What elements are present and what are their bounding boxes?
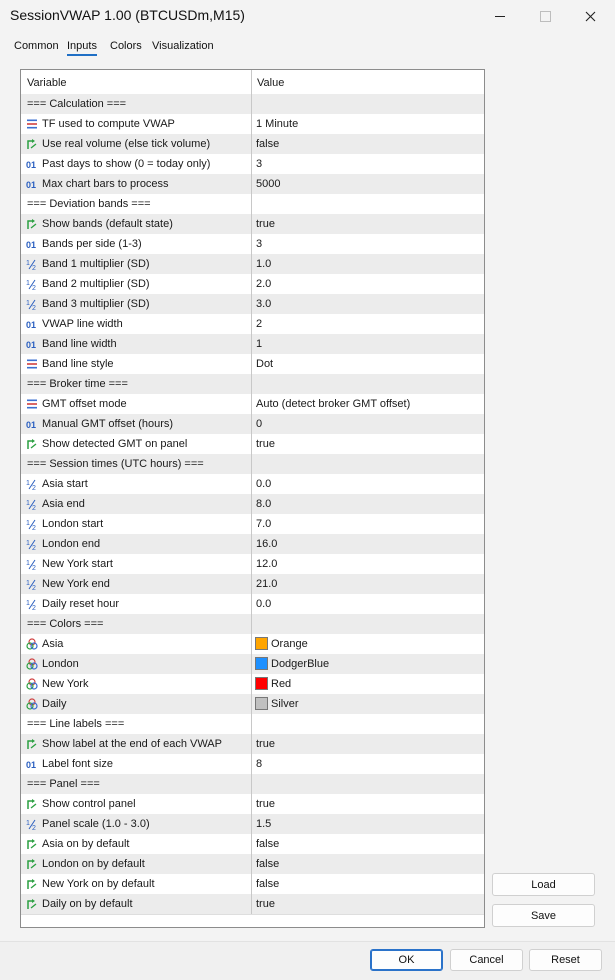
tab-colors[interactable]: Colors <box>110 40 142 52</box>
value-text: 21.0 <box>256 578 278 590</box>
svg-text:2: 2 <box>32 485 36 490</box>
svg-text:2: 2 <box>32 305 36 310</box>
variable-label: London start <box>42 518 104 530</box>
value-cell[interactable] <box>252 314 484 334</box>
boolean-arrow-icon <box>26 898 38 910</box>
value-text: 8 <box>256 758 263 770</box>
variable-cell[interactable] <box>21 174 252 194</box>
variable-label: Daily on by default <box>42 898 133 910</box>
value-text: true <box>256 738 275 750</box>
variable-cell[interactable] <box>21 574 252 594</box>
close-icon <box>585 11 596 22</box>
variable-cell[interactable] <box>21 834 252 854</box>
column-header-value[interactable]: Value <box>257 77 285 89</box>
table-row[interactable] <box>21 314 484 335</box>
table-row[interactable] <box>21 574 484 595</box>
value-cell[interactable] <box>252 94 484 114</box>
maximize-icon <box>540 11 551 22</box>
svg-text:01: 01 <box>26 160 37 170</box>
fraction-icon <box>26 598 38 610</box>
svg-text:2: 2 <box>32 585 36 590</box>
boolean-arrow-icon <box>26 438 38 450</box>
svg-text:1: 1 <box>26 560 30 567</box>
variable-label: Manual GMT offset (hours) <box>42 418 174 430</box>
value-cell[interactable] <box>252 574 484 594</box>
variable-cell[interactable] <box>21 514 252 534</box>
table-row[interactable] <box>21 474 484 495</box>
value-text: 8.0 <box>256 498 272 510</box>
variable-label: Asia start <box>42 478 88 490</box>
variable-cell[interactable] <box>21 354 252 374</box>
value-text: 16.0 <box>256 538 278 550</box>
value-text: DodgerBlue <box>271 658 330 670</box>
cancel-button[interactable]: Cancel <box>450 949 523 971</box>
value-cell[interactable] <box>252 874 484 894</box>
variable-label: GMT offset mode <box>42 398 127 410</box>
value-text: false <box>256 138 280 150</box>
table-row[interactable] <box>21 794 484 815</box>
section-label: === Colors === <box>27 618 104 630</box>
variable-cell[interactable] <box>21 714 252 734</box>
tab-common[interactable]: Common <box>14 40 59 52</box>
value-cell[interactable] <box>252 594 484 614</box>
value-text: 0.0 <box>256 598 272 610</box>
variable-cell[interactable] <box>21 434 252 454</box>
value-cell[interactable] <box>252 214 484 234</box>
color-swatch <box>255 657 268 670</box>
value-cell[interactable] <box>252 294 484 314</box>
value-text: 0 <box>256 418 263 430</box>
section-label: === Panel === <box>27 778 100 790</box>
variable-cell[interactable] <box>21 614 252 634</box>
table-row[interactable] <box>21 894 484 915</box>
variable-cell[interactable] <box>21 874 252 894</box>
color-circles-icon <box>26 678 38 690</box>
variable-cell[interactable] <box>21 894 252 914</box>
fraction-icon <box>26 478 38 490</box>
section-label: === Session times (UTC hours) === <box>27 458 204 470</box>
section-header-row[interactable] <box>21 774 484 795</box>
value-text: 1 Minute <box>256 118 299 130</box>
value-cell[interactable] <box>252 694 484 714</box>
value-cell[interactable] <box>252 794 484 814</box>
value-cell[interactable] <box>252 734 484 754</box>
value-cell[interactable] <box>252 514 484 534</box>
variable-cell[interactable] <box>21 674 252 694</box>
fraction-icon <box>26 258 38 270</box>
svg-text:2: 2 <box>32 505 36 510</box>
value-cell[interactable] <box>252 394 484 414</box>
variable-label: VWAP line width <box>42 318 123 330</box>
table-row[interactable] <box>21 854 484 875</box>
inputs-grid[interactable] <box>20 69 485 928</box>
variable-label: TF used to compute VWAP <box>42 118 175 130</box>
table-row[interactable] <box>21 814 484 835</box>
svg-text:2: 2 <box>32 605 36 610</box>
maximize-button[interactable] <box>522 0 568 32</box>
variable-cell[interactable] <box>21 494 252 514</box>
enum-list-icon <box>26 118 38 130</box>
variable-label: Daily reset hour <box>42 598 120 610</box>
variable-cell[interactable] <box>21 154 252 174</box>
value-text: 2 <box>256 318 263 330</box>
table-row[interactable] <box>21 234 484 255</box>
ok-button[interactable]: OK <box>370 949 443 971</box>
table-row[interactable] <box>21 514 484 535</box>
value-cell[interactable] <box>252 234 484 254</box>
table-row[interactable] <box>21 254 484 275</box>
table-row[interactable] <box>21 694 484 715</box>
table-row[interactable] <box>21 754 484 775</box>
variable-label: New York on by default <box>42 878 155 890</box>
variable-cell[interactable] <box>21 334 252 354</box>
fraction-icon <box>26 518 38 530</box>
value-text: true <box>256 798 275 810</box>
value-cell[interactable] <box>252 834 484 854</box>
tab-inputs[interactable]: Inputs <box>67 40 97 56</box>
value-cell[interactable] <box>252 814 484 834</box>
fraction-icon <box>26 578 38 590</box>
integer-icon <box>26 158 38 170</box>
value-cell[interactable] <box>252 774 484 794</box>
integer-icon <box>26 238 38 250</box>
boolean-arrow-icon <box>26 878 38 890</box>
svg-text:1: 1 <box>26 540 30 547</box>
svg-text:2: 2 <box>32 545 36 550</box>
value-cell[interactable] <box>252 354 484 374</box>
integer-icon <box>26 418 38 430</box>
value-text: false <box>256 838 280 850</box>
section-label: === Deviation bands === <box>27 198 151 210</box>
variable-cell[interactable] <box>21 454 252 474</box>
value-cell[interactable] <box>252 374 484 394</box>
variable-cell[interactable] <box>21 774 252 794</box>
variable-label: Panel scale (1.0 - 3.0) <box>42 818 150 830</box>
minimize-button[interactable] <box>477 0 523 32</box>
svg-text:01: 01 <box>26 760 37 770</box>
svg-text:01: 01 <box>26 240 37 250</box>
svg-text:1: 1 <box>26 480 30 487</box>
svg-text:2: 2 <box>32 525 36 530</box>
variable-label: Show control panel <box>42 798 136 810</box>
value-text: Red <box>271 678 292 690</box>
variable-cell[interactable] <box>21 554 252 574</box>
variable-label: Band line style <box>42 358 114 370</box>
value-text: true <box>256 218 275 230</box>
variable-cell[interactable] <box>21 814 252 834</box>
window-title: SessionVWAP 1.00 (BTCUSDm,M15) <box>10 7 245 23</box>
value-text: 3 <box>256 238 263 250</box>
value-cell[interactable] <box>252 894 484 914</box>
svg-text:1: 1 <box>26 300 30 307</box>
table-row[interactable] <box>21 354 484 375</box>
integer-icon <box>26 758 38 770</box>
table-row[interactable] <box>21 834 484 855</box>
integer-icon <box>26 318 38 330</box>
boolean-arrow-icon <box>26 838 38 850</box>
value-cell[interactable] <box>252 274 484 294</box>
value-text: 1 <box>256 338 263 350</box>
close-button[interactable] <box>567 0 613 32</box>
variable-cell[interactable] <box>21 94 252 114</box>
table-row[interactable] <box>21 674 484 695</box>
svg-text:1: 1 <box>26 500 30 507</box>
variable-label: Show detected GMT on panel <box>42 438 188 450</box>
value-text: Dot <box>256 358 274 370</box>
value-cell[interactable] <box>252 714 484 734</box>
value-text: true <box>256 438 275 450</box>
enum-list-icon <box>26 358 38 370</box>
svg-text:2: 2 <box>32 565 36 570</box>
svg-text:01: 01 <box>26 320 37 330</box>
table-row[interactable] <box>21 134 484 155</box>
table-row[interactable] <box>21 654 484 675</box>
fraction-icon <box>26 298 38 310</box>
variable-label: Band 3 multiplier (SD) <box>42 298 150 310</box>
variable-cell[interactable] <box>21 234 252 254</box>
variable-cell[interactable] <box>21 254 252 274</box>
variable-cell[interactable] <box>21 634 252 654</box>
value-cell[interactable] <box>252 334 484 354</box>
variable-label: New York end <box>42 578 110 590</box>
value-cell[interactable] <box>252 114 484 134</box>
variable-label: Past days to show (0 = today only) <box>42 158 211 170</box>
value-cell[interactable] <box>252 194 484 214</box>
svg-text:1: 1 <box>26 280 30 287</box>
variable-cell[interactable] <box>21 114 252 134</box>
variable-label: Show label at the end of each VWAP <box>42 738 222 750</box>
integer-icon <box>26 178 38 190</box>
fraction-icon <box>26 538 38 550</box>
column-header-variable[interactable]: Variable <box>21 70 252 94</box>
value-cell[interactable] <box>252 434 484 454</box>
variable-label: Max chart bars to process <box>42 178 169 190</box>
table-row[interactable] <box>21 394 484 415</box>
value-text: Orange <box>271 638 308 650</box>
variable-label: New York start <box>42 558 113 570</box>
svg-text:01: 01 <box>26 180 37 190</box>
value-cell[interactable] <box>252 474 484 494</box>
variable-label: Band 2 multiplier (SD) <box>42 278 150 290</box>
boolean-arrow-icon <box>26 858 38 870</box>
variable-cell[interactable] <box>21 374 252 394</box>
variable-cell[interactable] <box>21 314 252 334</box>
table-row[interactable] <box>21 214 484 235</box>
section-header-row[interactable] <box>21 374 484 395</box>
variable-cell[interactable] <box>21 394 252 414</box>
tab-visualization[interactable]: Visualization <box>152 40 214 52</box>
section-label: === Calculation === <box>27 98 127 110</box>
value-text: Silver <box>271 698 299 710</box>
value-text: false <box>256 858 280 870</box>
minimize-icon <box>495 16 505 17</box>
variable-label: London end <box>42 538 101 550</box>
value-cell[interactable] <box>252 154 484 174</box>
value-text: Auto (detect broker GMT offset) <box>256 398 411 410</box>
table-row[interactable] <box>21 434 484 455</box>
variable-label: Label font size <box>42 758 113 770</box>
table-row[interactable] <box>21 274 484 295</box>
boolean-arrow-icon <box>26 138 38 150</box>
color-swatch <box>255 697 268 710</box>
title-bar <box>0 0 615 32</box>
section-label: === Line labels === <box>27 718 125 730</box>
fraction-icon <box>26 558 38 570</box>
variable-label: Use real volume (else tick volume) <box>42 138 211 150</box>
variable-cell[interactable] <box>21 274 252 294</box>
fraction-icon <box>26 818 38 830</box>
value-text: false <box>256 878 280 890</box>
variable-cell[interactable] <box>21 854 252 874</box>
svg-text:1: 1 <box>26 600 30 607</box>
reset-button[interactable]: Reset <box>529 949 602 971</box>
table-row[interactable] <box>21 414 484 435</box>
variable-label: Show bands (default state) <box>42 218 173 230</box>
section-header-row[interactable] <box>21 614 484 635</box>
fraction-icon <box>26 278 38 290</box>
table-row[interactable] <box>21 294 484 315</box>
section-header-row[interactable] <box>21 714 484 735</box>
fraction-icon <box>26 498 38 510</box>
value-text: 3.0 <box>256 298 272 310</box>
svg-text:1: 1 <box>26 520 30 527</box>
variable-label: Daily <box>42 698 67 710</box>
variable-label: Asia <box>42 638 64 650</box>
svg-text:1: 1 <box>26 260 30 267</box>
svg-text:2: 2 <box>32 285 36 290</box>
color-circles-icon <box>26 698 38 710</box>
variable-cell[interactable] <box>21 694 252 714</box>
value-text: 5000 <box>256 178 281 190</box>
tab-bar <box>0 38 615 60</box>
svg-text:2: 2 <box>32 825 36 830</box>
table-row[interactable] <box>21 154 484 175</box>
value-cell[interactable] <box>252 554 484 574</box>
variable-label: Asia end <box>42 498 85 510</box>
value-cell[interactable] <box>252 454 484 474</box>
value-text: 12.0 <box>256 558 278 570</box>
load-button[interactable]: Load <box>492 873 595 896</box>
table-row[interactable] <box>21 554 484 575</box>
value-cell[interactable] <box>252 654 484 674</box>
svg-text:1: 1 <box>26 580 30 587</box>
integer-icon <box>26 338 38 350</box>
section-label: === Broker time === <box>27 378 128 390</box>
color-circles-icon <box>26 638 38 650</box>
value-cell[interactable] <box>252 614 484 634</box>
variable-cell[interactable] <box>21 294 252 314</box>
svg-text:1: 1 <box>26 820 30 827</box>
grid-header <box>21 70 484 95</box>
table-row[interactable] <box>21 334 484 355</box>
section-header-row[interactable] <box>21 194 484 215</box>
value-text: 1.5 <box>256 818 272 830</box>
value-text: true <box>256 898 275 910</box>
svg-text:01: 01 <box>26 420 37 430</box>
value-cell[interactable] <box>252 854 484 874</box>
variable-label: Asia on by default <box>42 838 130 850</box>
svg-text:2: 2 <box>32 265 36 270</box>
variable-cell[interactable] <box>21 194 252 214</box>
svg-text:01: 01 <box>26 340 37 350</box>
value-cell[interactable] <box>252 534 484 554</box>
color-swatch <box>255 677 268 690</box>
section-header-row[interactable] <box>21 94 484 115</box>
table-row[interactable] <box>21 634 484 655</box>
table-row[interactable] <box>21 594 484 615</box>
variable-cell[interactable] <box>21 734 252 754</box>
variable-cell[interactable] <box>21 474 252 494</box>
table-row[interactable] <box>21 734 484 755</box>
variable-cell[interactable] <box>21 594 252 614</box>
table-row[interactable] <box>21 114 484 135</box>
variable-cell[interactable] <box>21 534 252 554</box>
variable-cell[interactable] <box>21 794 252 814</box>
color-swatch <box>255 637 268 650</box>
variable-label: London <box>42 658 79 670</box>
value-cell[interactable] <box>252 634 484 654</box>
table-row[interactable] <box>21 534 484 555</box>
value-text: 3 <box>256 158 263 170</box>
value-text: 7.0 <box>256 518 272 530</box>
value-cell[interactable] <box>252 254 484 274</box>
table-row[interactable] <box>21 494 484 515</box>
color-circles-icon <box>26 658 38 670</box>
value-cell[interactable] <box>252 134 484 154</box>
boolean-arrow-icon <box>26 218 38 230</box>
section-header-row[interactable] <box>21 454 484 475</box>
variable-label: Bands per side (1-3) <box>42 238 142 250</box>
value-cell[interactable] <box>252 674 484 694</box>
variable-cell[interactable] <box>21 754 252 774</box>
table-row[interactable] <box>21 874 484 895</box>
table-row[interactable] <box>21 174 484 195</box>
value-cell[interactable] <box>252 494 484 514</box>
value-text: 1.0 <box>256 258 272 270</box>
variable-label: New York <box>42 678 89 690</box>
variable-cell[interactable] <box>21 214 252 234</box>
boolean-arrow-icon <box>26 798 38 810</box>
value-cell[interactable] <box>252 754 484 774</box>
value-text: 2.0 <box>256 278 272 290</box>
variable-label: Band 1 multiplier (SD) <box>42 258 150 270</box>
variable-label: Band line width <box>42 338 117 350</box>
enum-list-icon <box>26 398 38 410</box>
value-text: 0.0 <box>256 478 272 490</box>
value-cell[interactable] <box>252 174 484 194</box>
variable-cell[interactable] <box>21 654 252 674</box>
variable-cell[interactable] <box>21 134 252 154</box>
save-button[interactable]: Save <box>492 904 595 927</box>
value-cell[interactable] <box>252 414 484 434</box>
boolean-arrow-icon <box>26 738 38 750</box>
variable-label: London on by default <box>42 858 145 870</box>
variable-cell[interactable] <box>21 414 252 434</box>
